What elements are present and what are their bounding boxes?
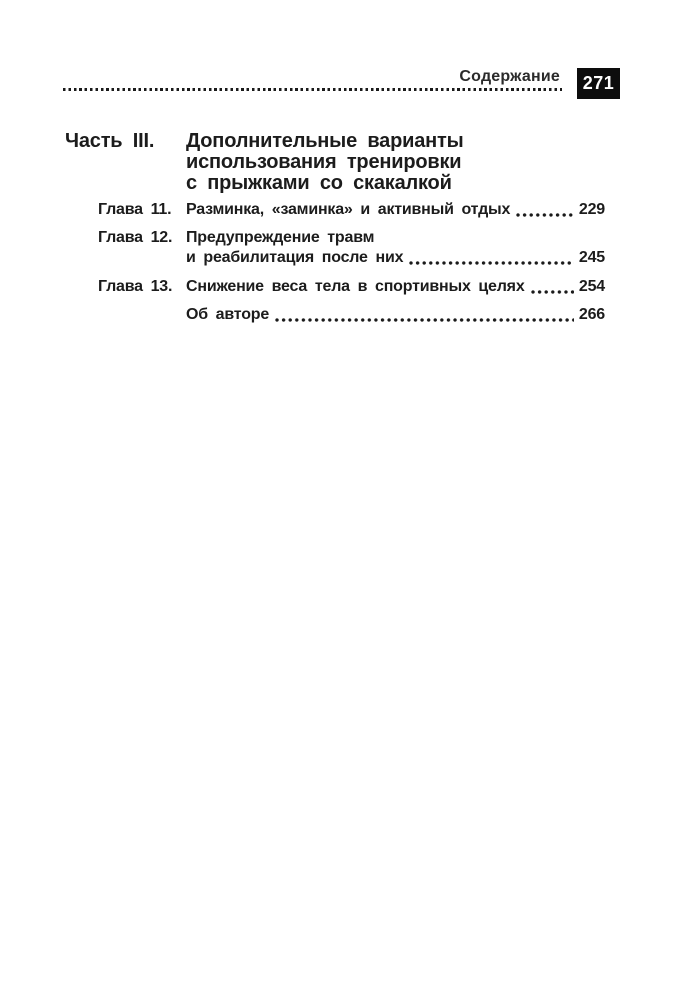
- chapter-label: Глава 11.: [98, 201, 172, 218]
- entry-text: Предупреждение травм: [186, 229, 375, 246]
- entry-text: и реабилитация после них: [186, 249, 404, 266]
- page-number-badge: [577, 68, 620, 99]
- toc-entry: [65, 228, 605, 268]
- entry-text: Снижение веса тела в спортивных целях: [186, 278, 525, 295]
- entry-line: [186, 305, 605, 325]
- toc-part-row: [65, 131, 605, 194]
- header-left-column: [63, 68, 562, 91]
- table-of-contents: [65, 131, 605, 325]
- chapter-label: Глава 12.: [98, 229, 173, 246]
- dot-leader: [409, 261, 574, 265]
- part-label: Часть III.: [65, 130, 155, 152]
- entry-page-number: 245: [578, 249, 605, 266]
- entry-title: [186, 228, 605, 268]
- entry-text: Об авторе: [186, 306, 270, 323]
- entry-title: [186, 305, 605, 325]
- entry-title: [186, 277, 605, 297]
- dot-leader: [275, 318, 574, 322]
- entry-line: [186, 228, 605, 248]
- part-title-line-1: Дополнительные варианты: [186, 130, 464, 152]
- chapter-label: Глава 13.: [98, 278, 173, 295]
- page-header: [63, 68, 620, 99]
- entry-page-number: 266: [578, 306, 605, 323]
- toc-entry: [65, 305, 605, 325]
- entry-page-number: 229: [578, 201, 605, 218]
- entry-page-number: 254: [578, 278, 605, 295]
- toc-entry: [65, 277, 605, 297]
- part-title-line-3: с прыжками со скакалкой: [186, 172, 452, 194]
- part-title-line-2: использования тренировки: [186, 151, 462, 173]
- dot-leader: [531, 290, 574, 294]
- dot-leader: [516, 213, 574, 217]
- entry-line: [186, 200, 605, 220]
- entry-text: Разминка, «заминка» и активный отдых: [186, 201, 511, 218]
- page-number: 271: [582, 73, 615, 93]
- entry-title: [186, 200, 605, 220]
- part-title: [186, 131, 605, 194]
- entry-line: [186, 277, 605, 297]
- entry-line: [186, 248, 605, 268]
- dotted-rule: [63, 88, 562, 91]
- running-head-title: Содержание: [459, 68, 560, 85]
- toc-entry: [65, 200, 605, 220]
